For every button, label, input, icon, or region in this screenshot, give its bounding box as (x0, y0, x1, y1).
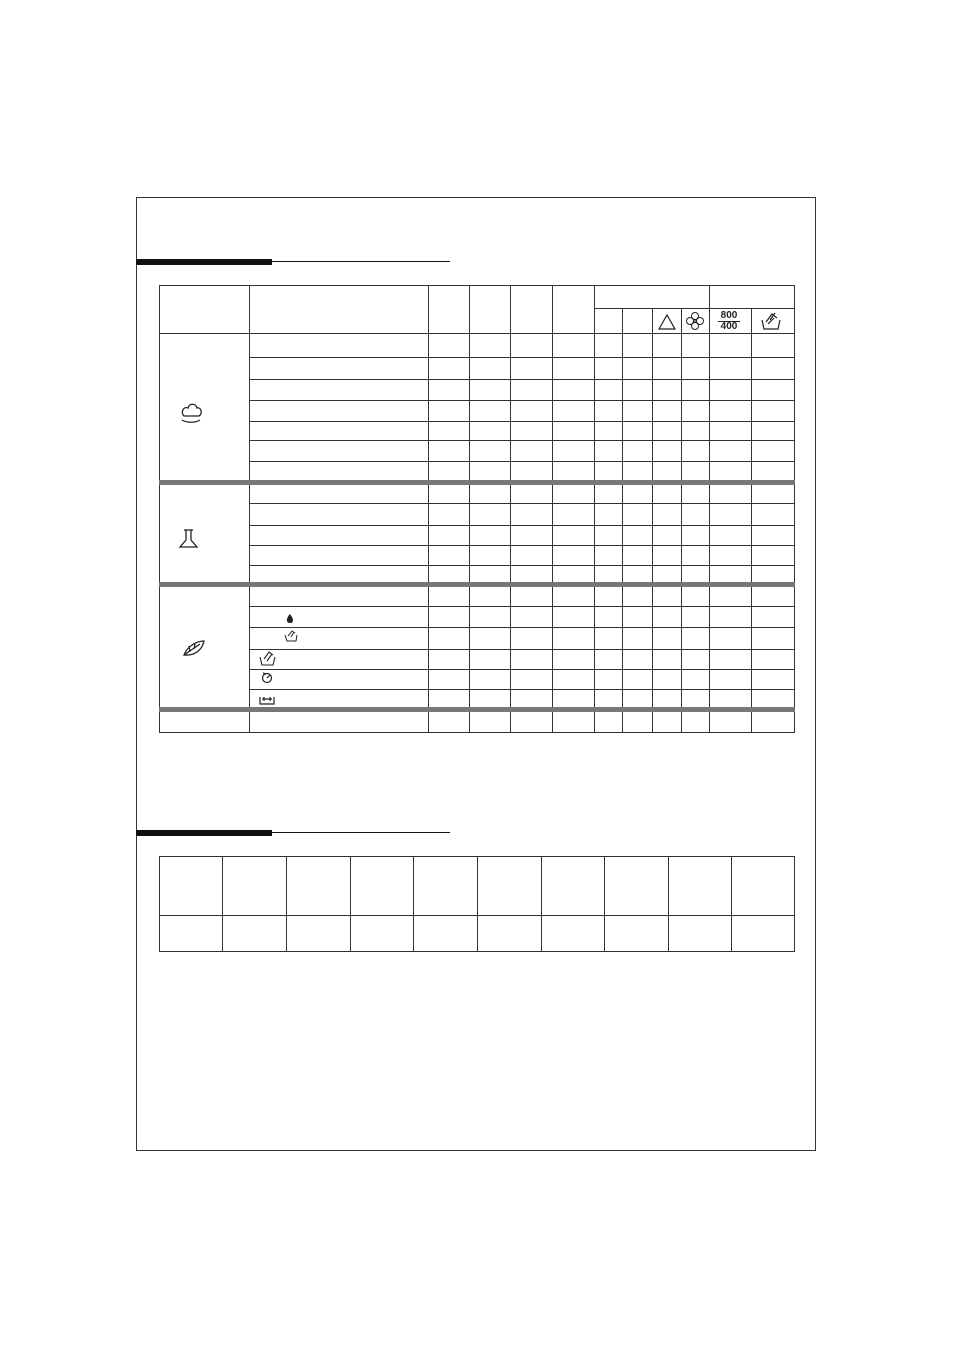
spin-speed-top: 800 (718, 311, 740, 322)
consumption-table (159, 856, 795, 952)
hand-wash-icon (260, 652, 275, 665)
delicate-feather-icon (184, 641, 204, 655)
prewash-stain-icon (287, 614, 293, 623)
spin-speed-bottom: 400 (720, 321, 738, 332)
spin-speed-ratio (718, 311, 740, 332)
hand-wash-small-icon (285, 631, 297, 641)
softener-flower-icon (687, 313, 704, 330)
program-table-border (160, 286, 795, 733)
spin-icon (263, 673, 272, 683)
synthetic-flask-icon (180, 530, 197, 547)
bleach-triangle-icon (659, 315, 675, 329)
cotton-boil-icon (182, 404, 201, 422)
hand-wash-header-icon (762, 313, 780, 329)
soak-tub-icon (260, 697, 274, 704)
